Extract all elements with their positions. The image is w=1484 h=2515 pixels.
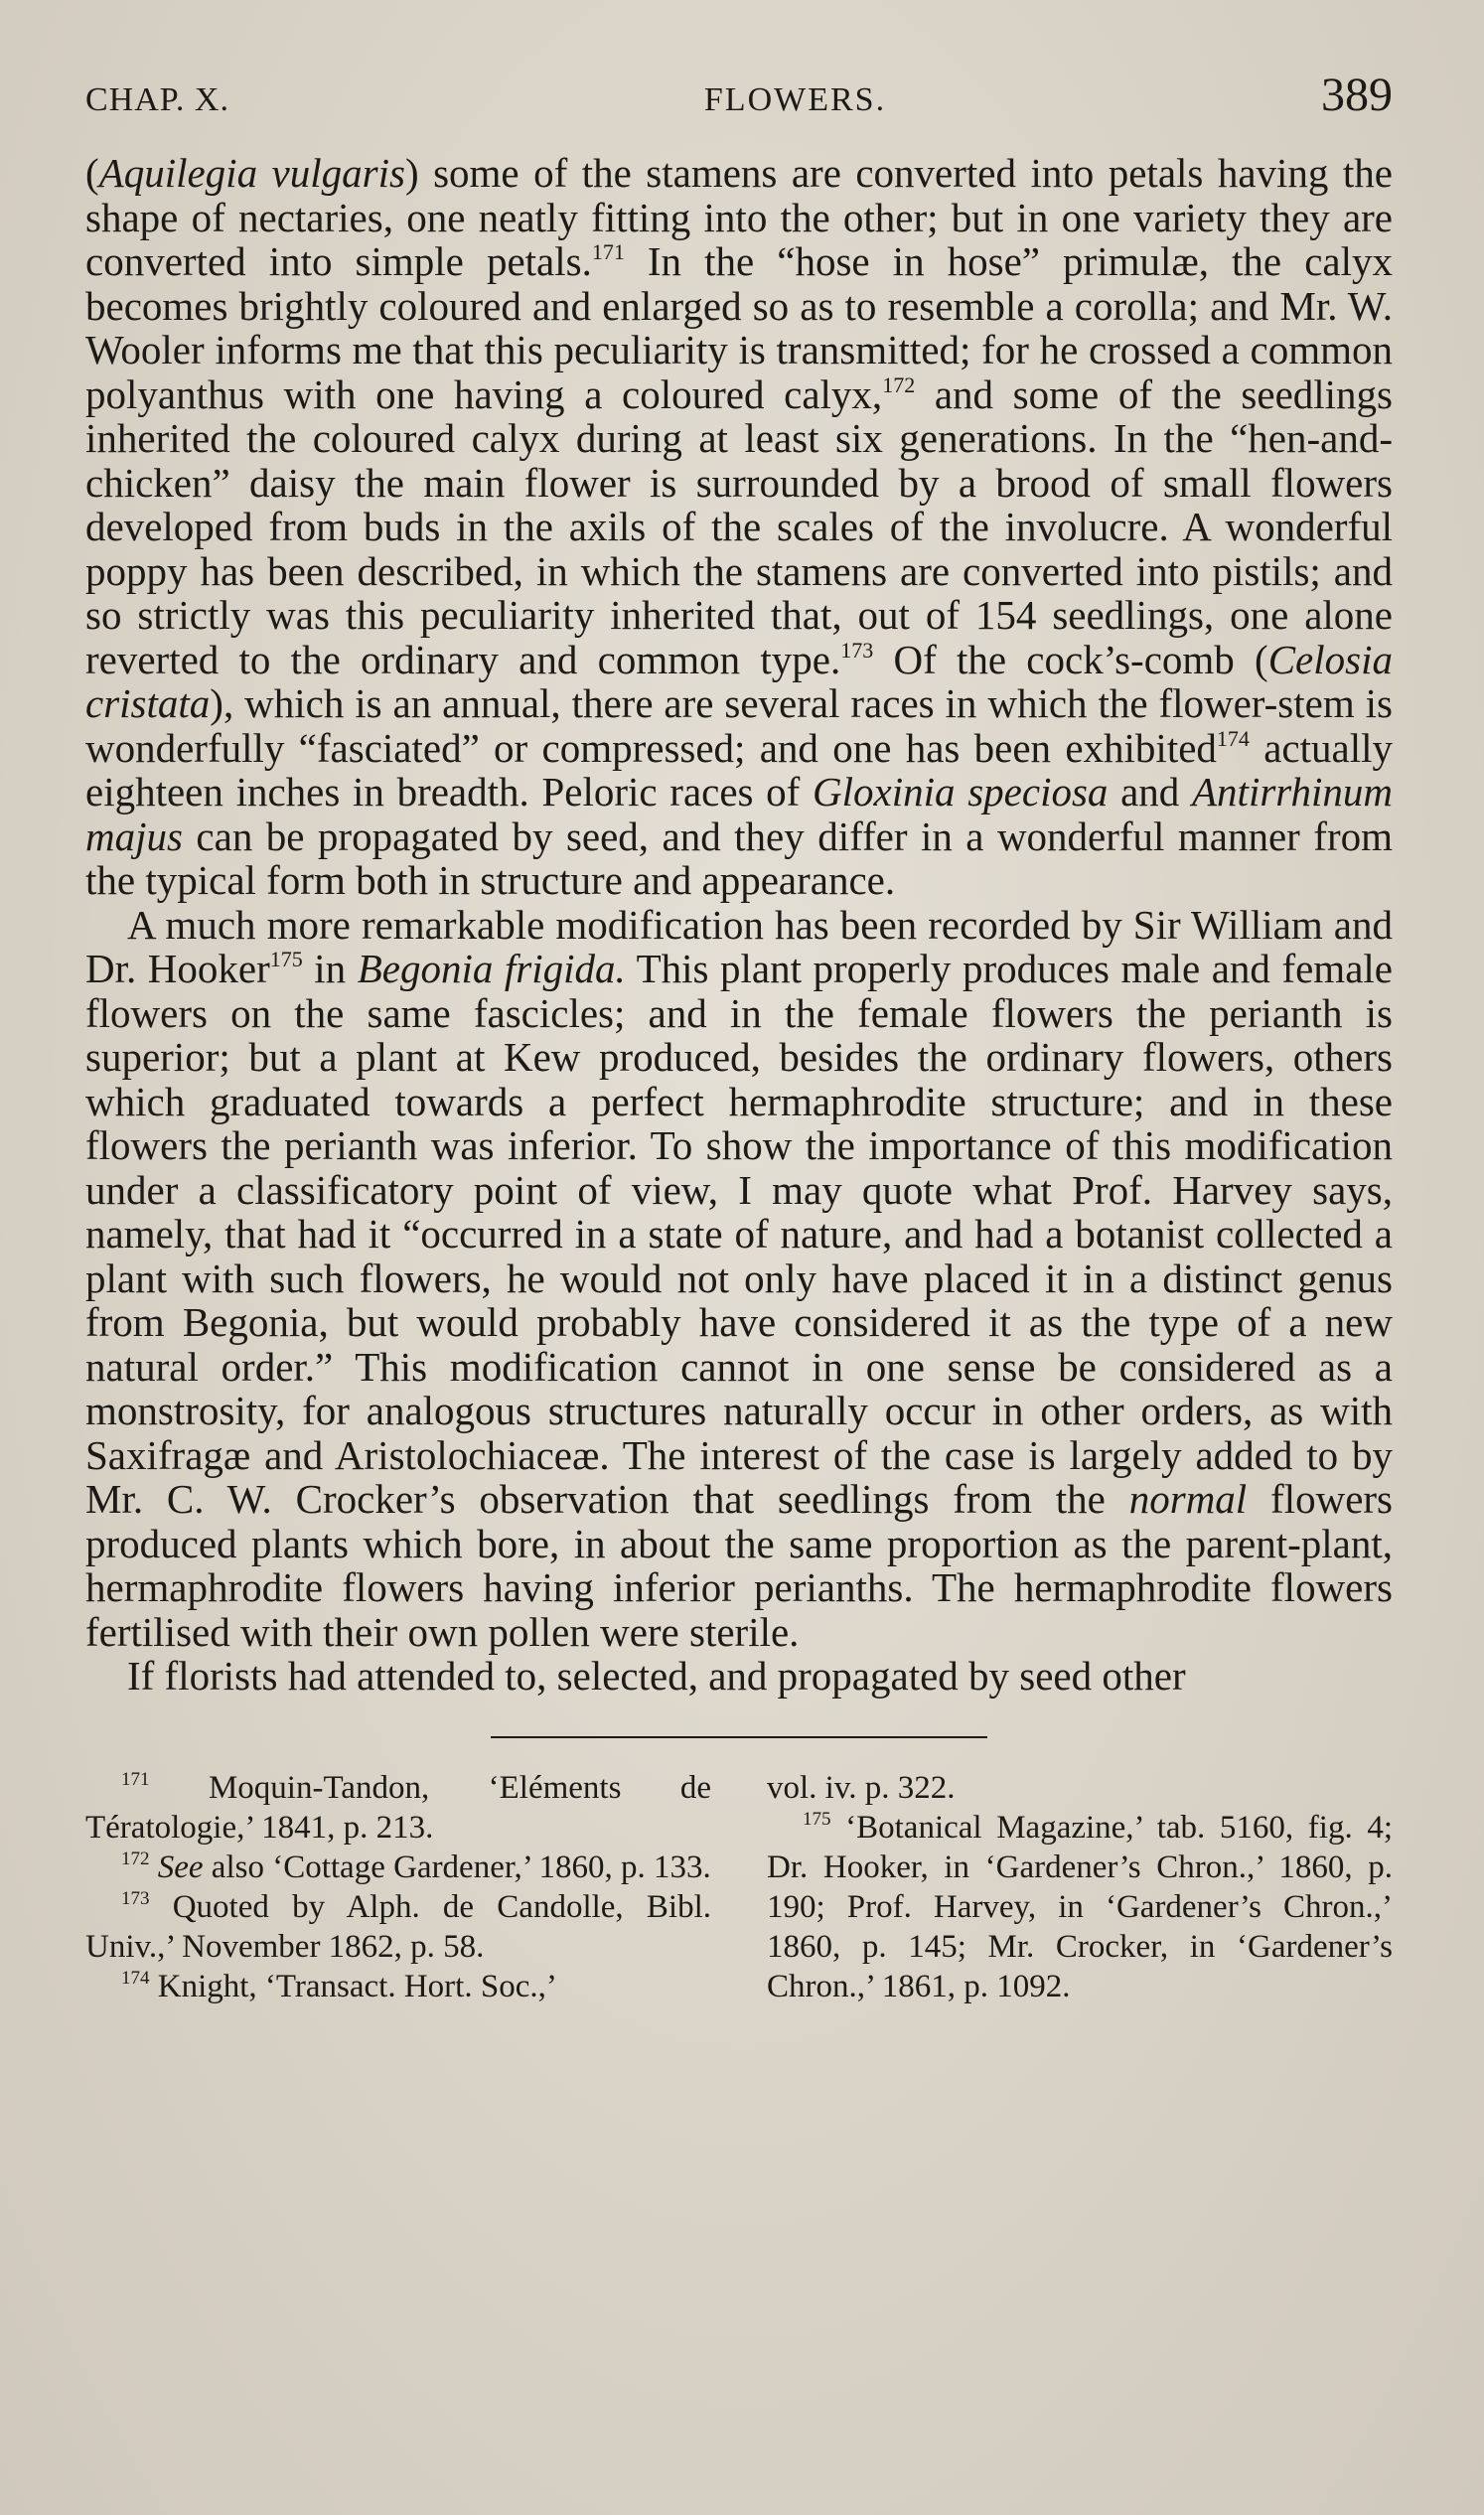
text-run: Moquin-Tandon, ‘Eléments de Tératologie,’ 1841, p. 213.	[85, 1769, 711, 1846]
chapter-label: CHAP. X.	[85, 81, 229, 118]
footnote-marker: 172	[121, 1848, 150, 1869]
footnote	[85, 1887, 711, 1967]
text-run: ‘Botanical Magazine,’ tab. 5160, fig. 4; Dr. Hooker, in ‘Gardener’s Chron.,’ 1860, p. 190; Prof. Harvey, in ‘Gardener’s Chron.,’ 1860, p. 145; Mr. Crocker, in ‘Gardener’s Chron.,’ 1861, p. 1092.	[767, 1809, 1393, 2004]
body-text	[85, 151, 1393, 1699]
text-run: Quoted by Alph. de Candolle, Bibl. Univ.,’ November 1862, p. 58.	[85, 1888, 711, 1965]
text-run: flowers produced plants which bore, in about the same proportion as the parent-plant, hermaphrodite flowers having inferior perianths. The hermaphrodite flowers fertilised with their own pollen were sterile.	[85, 1476, 1393, 1655]
text-run: Knight, ‘Transact. Hort. Soc.,’	[149, 1968, 557, 2004]
text-run: (	[85, 150, 99, 196]
footnote-marker: 175	[803, 1808, 831, 1830]
text-run: can be propagated by seed, and they differ in a wonderful manner from the typical form both in structure and appearance.	[85, 813, 1393, 903]
text-run: actually eighteen inches in breadth. Peloric races of	[85, 724, 1393, 814]
italic-text: Antirrhinum majus	[85, 769, 1394, 859]
italic-text: normal	[1128, 1476, 1248, 1522]
footnote	[85, 1848, 711, 1887]
italic-text: See	[157, 1849, 204, 1885]
running-header	[85, 68, 1393, 151]
text-run: in	[302, 946, 358, 991]
text-run: vol. iv. p. 322.	[767, 1769, 956, 1806]
footnotes-left-column	[85, 1768, 711, 2006]
text-run: This plant properly produces male and female flowers on the same fascicles; and in the female flowers the perianth is superior; but a plant at Kew produced, besides the ordinary flowers, others which graduated towards a perfect hermaphrodite structure; and in these flowers the perianth was inferior. To show the importance of this modification under a classificatory point of view, I may quote what Prof. Harvey says, namely, that had it “occurred in a state of nature, and had a botanist collected a plant with such flowers, he would not only have placed it in a distinct genus from Begonia, but would probably have considered it as the type of a new natural order.” This modification cannot in one sense be considered as a monstrosity, for analogous structures naturally occur in other orders, as with Saxifragæ and Aristolochiaceæ. The interest of the case is largely added to by Mr. C. W. Crocker’s observation that seedlings from the	[85, 946, 1393, 1522]
text-run: and	[1108, 769, 1193, 814]
text-run: also ‘Cottage Gardener,’ 1860, p. 133.	[203, 1849, 711, 1885]
text-run: and some of the seedlings inherited the coloured calyx during at least six generations. In the “hen-and-chicken” daisy the main flower is surrounded by a brood of small flowers developed from buds in the axils of the scales of the involucre. A wonderful poppy has been described, in which the stamens are converted into pistils; and so strictly was this peculiarity inherited that, out of 154 seedlings, one alone reverted to the ordinary and common type.	[85, 370, 1393, 682]
text-run: If florists had attended to, selected, and propagated by seed other	[127, 1653, 1186, 1699]
footnote-marker: 172	[882, 371, 916, 397]
footnote-marker: 171	[121, 1768, 150, 1790]
paragraph	[85, 1654, 1393, 1699]
footnote-rule	[491, 1736, 987, 1738]
footnote-marker: 173	[121, 1887, 150, 1909]
footnote-marker: 175	[269, 947, 303, 971]
text-run: In the “hose in hose” primulæ, the calyx becomes brightly coloured and enlarged so as to resemble a corolla; and Mr. W. Wooler informs me that this peculiarity is transmitted; for he crossed a common polyanthus with one having a coloured calyx,	[85, 238, 1393, 417]
footnote	[85, 1967, 711, 2006]
footnote-marker: 173	[840, 637, 874, 663]
text-run: Of the cock’s-comb (	[873, 636, 1268, 682]
page-number: 389	[1320, 69, 1393, 121]
italic-text: Gloxinia speciosa	[813, 769, 1109, 814]
text-run	[150, 1849, 158, 1885]
text-run: ) some of the stamens are converted into petals having the shape of nectaries, one neatly fitting into the other; but in one variety they are converted into simple petals.	[85, 150, 1393, 284]
footnote	[85, 1768, 711, 1848]
footnote	[767, 1768, 1393, 1808]
text-run: A much more remarkable modification has been recorded by Sir William and Dr. Hooker	[85, 901, 1393, 991]
footnotes-right-column	[767, 1768, 1393, 2006]
italic-text: Aquilegia vulgaris	[98, 150, 405, 196]
paragraph	[85, 151, 1393, 903]
footnotes	[85, 1768, 1393, 2006]
footnote	[767, 1808, 1393, 2006]
paragraph	[85, 903, 1393, 1655]
text-run: ), which is an annual, there are several races in which the flower-stem is wonderfully “fasciated” or compressed; and one has been exhibited	[85, 680, 1393, 771]
footnote-marker: 174	[121, 1967, 150, 1989]
italic-text: Celosia cristata	[85, 636, 1393, 726]
italic-text: Begonia frigida.	[357, 946, 626, 991]
running-title: FLOWERS.	[703, 81, 887, 118]
footnote-marker: 171	[591, 239, 625, 264]
footnote-marker: 174	[1216, 725, 1250, 751]
